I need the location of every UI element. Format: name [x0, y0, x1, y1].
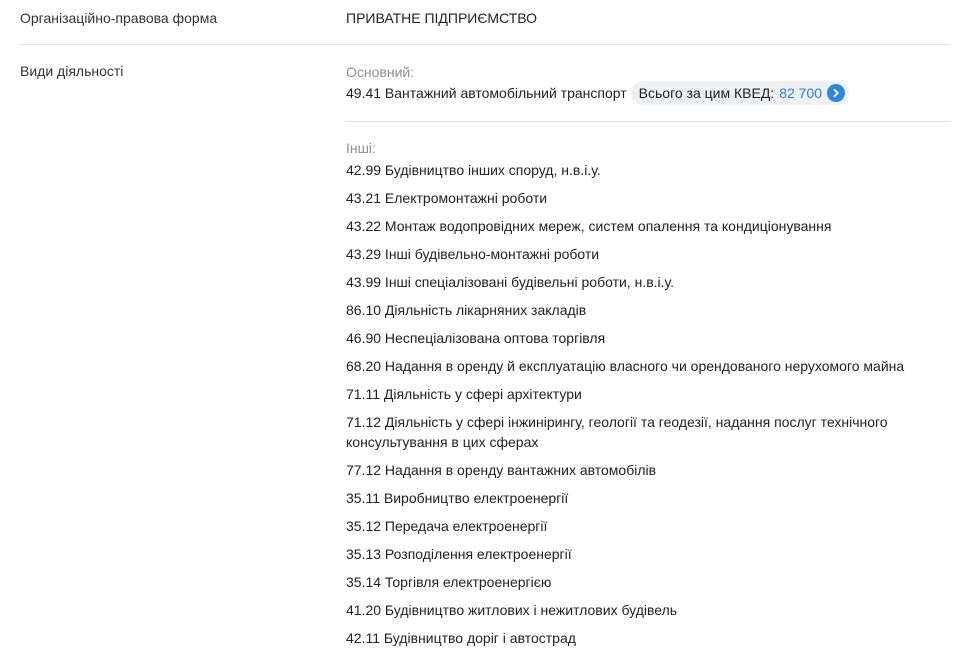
section-divider [346, 121, 950, 122]
main-activity-text: 49.41 Вантажний автомобільний транспорт [346, 85, 627, 101]
chevron-right-icon[interactable] [827, 84, 845, 102]
activity-item: 43.29 Інші будівельно-монтажні роботи [346, 246, 600, 262]
activities-label: Види діяльності [20, 63, 124, 79]
activity-item: 35.12 Передача електроенергії [346, 518, 548, 534]
activity-item: 77.12 Надання в оренду вантажних автомобілів [346, 462, 657, 478]
activity-item: 43.22 Монтаж водопровідних мереж, систем опалення та кондиціонування [346, 218, 832, 234]
other-activities-label: Інші: [346, 140, 376, 156]
kved-total-value: 82 700 [779, 85, 823, 101]
activity-item: 35.11 Виробництво електроенергії [346, 490, 569, 506]
row-divider [20, 44, 950, 45]
activity-item: 46.90 Неспеціалізована оптова торгівля [346, 330, 606, 346]
other-activities-list [346, 160, 936, 656]
activity-item: 86.10 Діяльність лікарняних закладів [346, 302, 587, 318]
activity-item: 42.99 Будівництво інших споруд, н.в.і.у. [346, 162, 601, 178]
activity-item: 71.11 Діяльність у сфері архітектури [346, 386, 582, 402]
activity-item: 41.20 Будівництво житлових і нежитлових будівель [346, 602, 678, 618]
legal-form-label: Організаційно-правова форма [20, 10, 218, 26]
activity-item: 42.11 Будівництво доріг і автострад [346, 630, 576, 646]
activity-item: 35.14 Торгівля електроенергією [346, 574, 552, 590]
activity-item: 71.12 Діяльність у сфері інжинірингу, геології та геодезії, надання послуг технічного консультування в цих сферах [346, 414, 888, 450]
activities-row [20, 62, 950, 82]
main-activity-label: Основний: [346, 64, 415, 80]
activity-item: 68.20 Надання в оренду й експлуатацію власного чи орендованого нерухомого майна [346, 358, 905, 374]
legal-form-value: ПРИВАТНЕ ПІДПРИЄМСТВО [346, 10, 538, 26]
legal-form-row [20, 9, 950, 29]
activity-item: 43.99 Інші спеціалізовані будівельні роботи, н.в.і.у. [346, 274, 675, 290]
activity-item: 43.21 Електромонтажні роботи [346, 190, 548, 206]
kved-total-button[interactable] [631, 81, 849, 105]
activity-item: 35.13 Розподілення електроенергії [346, 546, 572, 562]
main-activity [346, 81, 849, 105]
kved-total-label: Всього за цим КВЕД: [638, 85, 775, 101]
